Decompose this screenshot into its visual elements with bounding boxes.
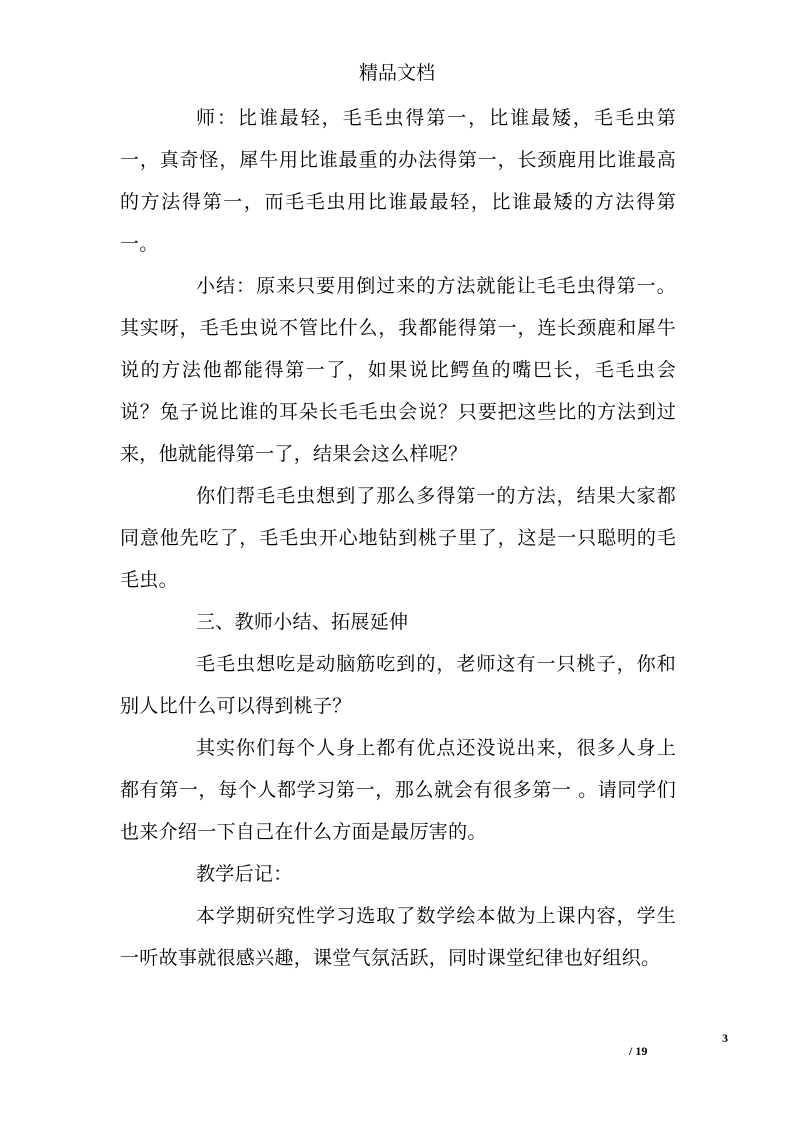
paragraph-peach-question: 毛毛虫想吃是动脑筋吃到的，老师这有一只桃子，你和别人比什么可以得到桃子？ [120,653,676,717]
page-number: 3 [722,1031,728,1045]
paragraph-postscript: 本学期研究性学习选取了数学绘本做为上课内容，学生一听故事就很感兴趣，课堂气氛活跃，同时课堂纪律也好组织。 [120,905,676,969]
paragraph-teacher-comparison: 师：比谁最轻，毛毛虫得第一，比谁最矮，毛毛虫第一，真奇怪，犀牛用比谁最重的办法得第一，长颈鹿用比谁最高的方法得第一，而毛毛虫用比谁最最轻，比谁最矮的方法得第一。 [120,107,676,255]
document-body [120,97,676,979]
paragraph-everyone-first: 其实你们每个人身上都有优点还没说出来，很多人身上都有第一，每个人都学习第一，那么就会有很多第一 。请同学们也来介绍一下自己在什么方面是最厉害的。 [120,737,676,843]
postscript-heading: 教学后记： [196,863,293,885]
paragraph-summary: 小结：原来只要用倒过来的方法就能让毛毛虫得第一。其实呀，毛毛虫说不管比什么，我都能得第一，连长颈鹿和犀牛说的方法他都能得第一了，如果说比鳄鱼的嘴巴长，毛毛虫会说？兔子说比谁的耳朵长毛毛虫会说？只要把这些比的方法到过来，他就能得第一了，结果会这么样呢？ [120,275,676,465]
paragraph-clever-caterpillar: 你们帮毛毛虫想到了那么多得第一的方法，结果大家都同意他先吃了，毛毛虫开心地钻到桃子里了，这是一只聪明的毛毛虫。 [120,485,676,591]
page-total: / 19 [629,1044,648,1058]
section-heading: 三、教师小结、拓展延伸 [196,611,409,633]
document-header: 精品文档 [358,62,435,84]
